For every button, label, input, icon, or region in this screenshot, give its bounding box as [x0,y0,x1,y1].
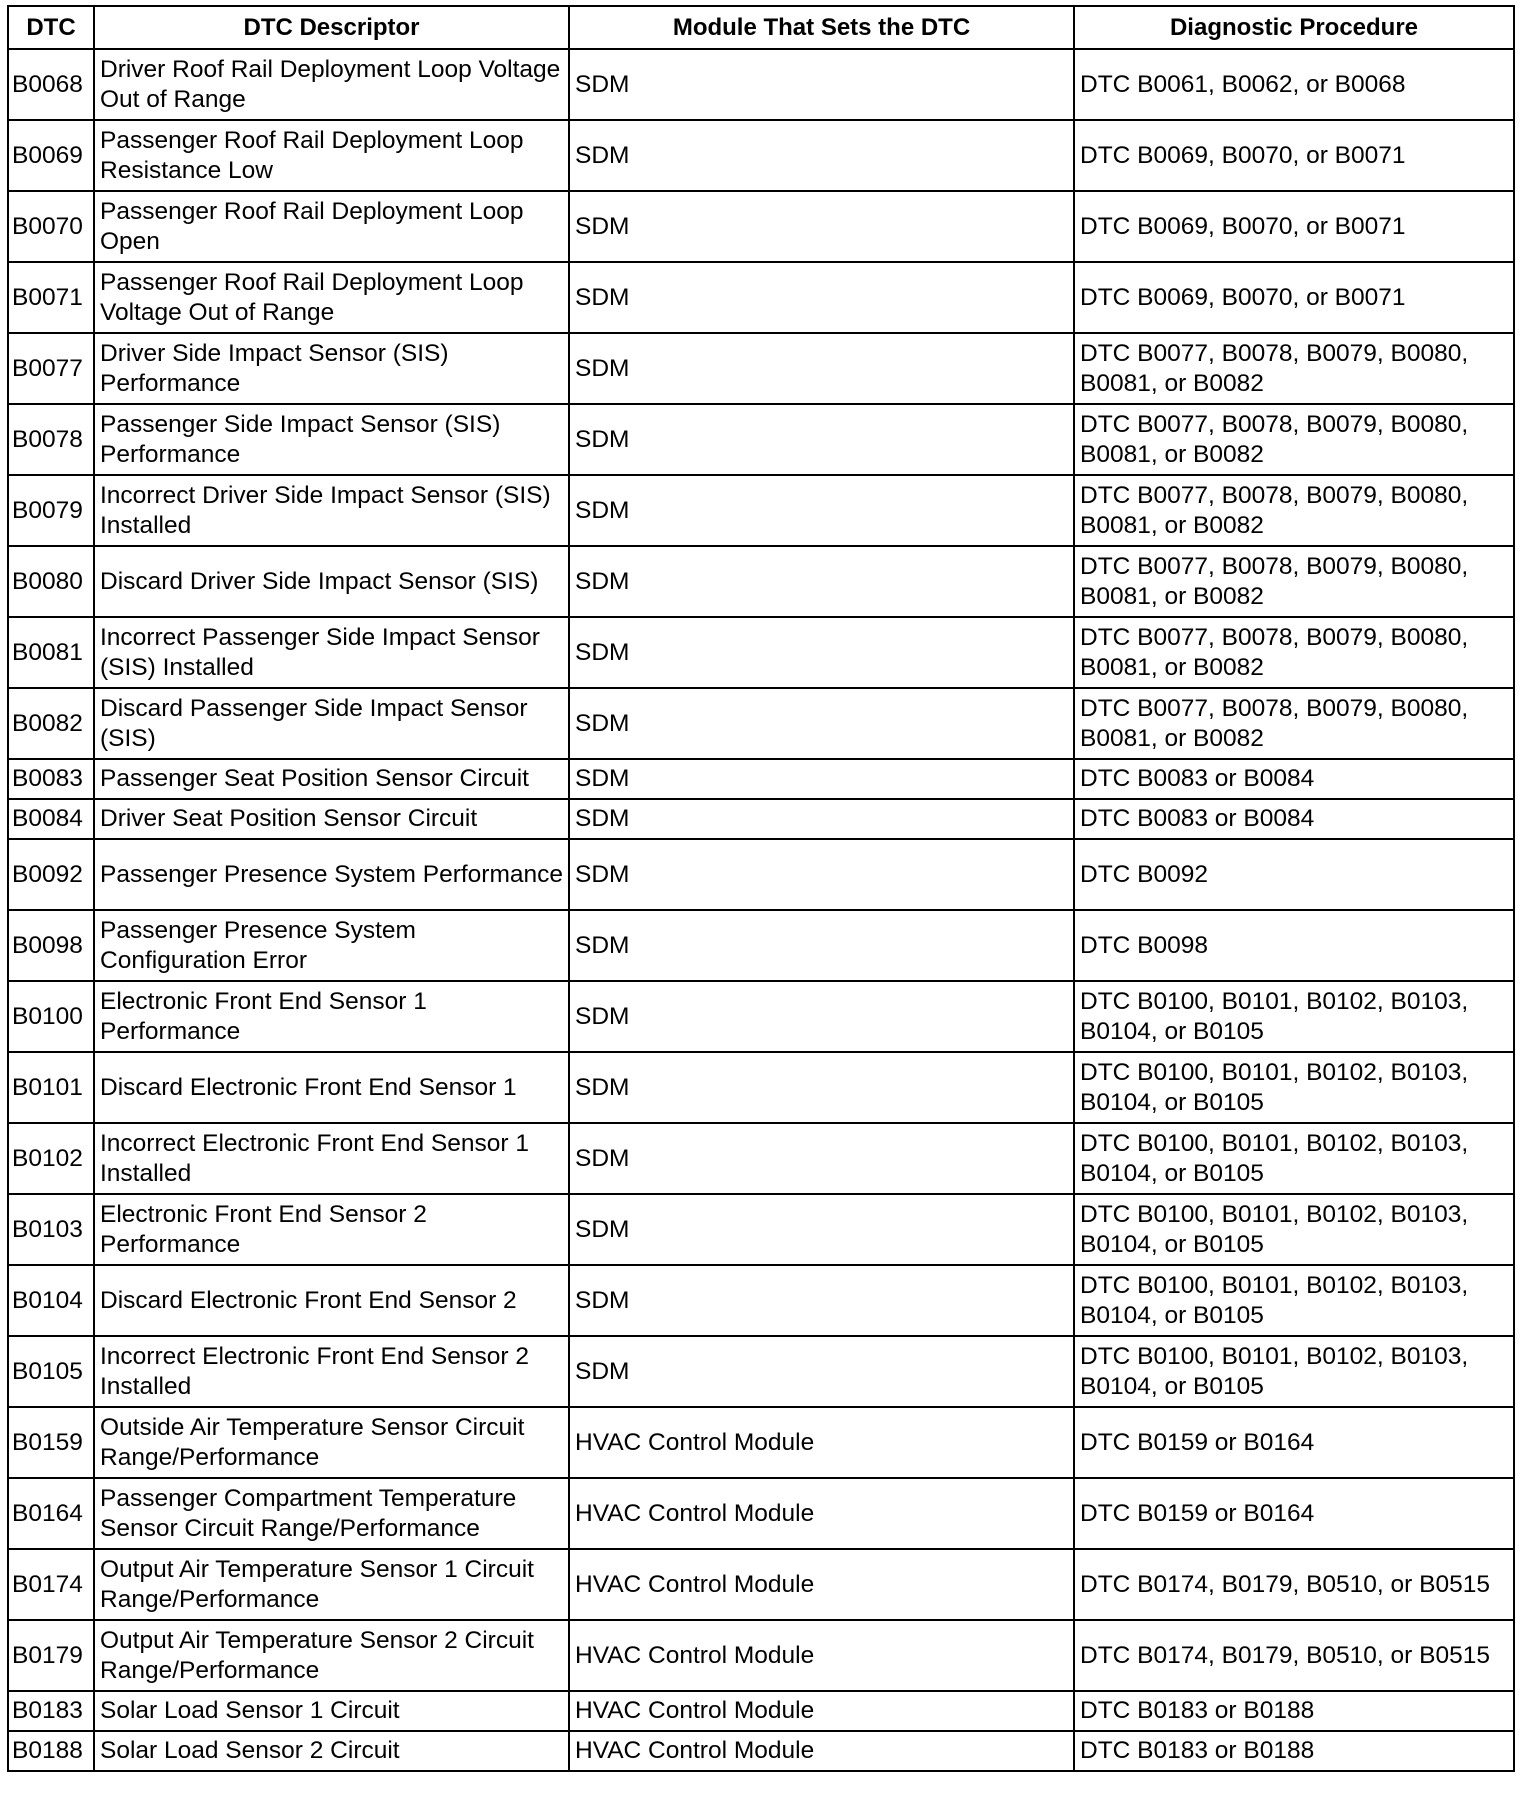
cell-module: SDM [569,333,1074,404]
cell-descriptor: Discard Electronic Front End Sensor 2 [94,1265,569,1336]
cell-dtc: B0071 [8,262,94,333]
cell-module: SDM [569,404,1074,475]
cell-dtc: B0102 [8,1123,94,1194]
cell-descriptor: Solar Load Sensor 2 Circuit [94,1731,569,1771]
cell-dtc: B0070 [8,191,94,262]
cell-procedure: DTC B0077, B0078, B0079, B0080, B0081, or B0082 [1074,688,1514,759]
table-row [8,839,1514,910]
cell-dtc: B0103 [8,1194,94,1265]
cell-descriptor: Driver Side Impact Sensor (SIS) Performance [94,333,569,404]
cell-descriptor: Incorrect Driver Side Impact Sensor (SIS) Installed [94,475,569,546]
cell-procedure: DTC B0174, B0179, B0510, or B0515 [1074,1620,1514,1691]
cell-procedure: DTC B0083 or B0084 [1074,799,1514,839]
cell-dtc: B0100 [8,981,94,1052]
cell-procedure: DTC B0100, B0101, B0102, B0103, B0104, or B0105 [1074,981,1514,1052]
cell-module: SDM [569,191,1074,262]
table-row [8,333,1514,404]
table-row [8,799,1514,839]
cell-descriptor: Electronic Front End Sensor 1 Performance [94,981,569,1052]
cell-module: SDM [569,120,1074,191]
cell-dtc: B0084 [8,799,94,839]
cell-procedure: DTC B0092 [1074,839,1514,910]
cell-module: HVAC Control Module [569,1691,1074,1731]
cell-descriptor: Passenger Roof Rail Deployment Loop Voltage Out of Range [94,262,569,333]
cell-descriptor: Incorrect Passenger Side Impact Sensor (SIS) Installed [94,617,569,688]
table-row [8,49,1514,120]
cell-module: SDM [569,546,1074,617]
cell-procedure: DTC B0098 [1074,910,1514,981]
table-row [8,1336,1514,1407]
table-header [8,6,1514,49]
header-dtc-descriptor: DTC Descriptor [94,6,569,49]
cell-module: HVAC Control Module [569,1620,1074,1691]
cell-module: HVAC Control Module [569,1407,1074,1478]
cell-procedure: DTC B0100, B0101, B0102, B0103, B0104, or B0105 [1074,1123,1514,1194]
table-row [8,1731,1514,1771]
table-row [8,404,1514,475]
table-row [8,1620,1514,1691]
cell-descriptor: Passenger Presence System Performance [94,839,569,910]
cell-dtc: B0159 [8,1407,94,1478]
cell-procedure: DTC B0077, B0078, B0079, B0080, B0081, or B0082 [1074,333,1514,404]
cell-dtc: B0079 [8,475,94,546]
cell-module: SDM [569,49,1074,120]
cell-descriptor: Output Air Temperature Sensor 2 Circuit Range/Performance [94,1620,569,1691]
cell-module: SDM [569,1194,1074,1265]
cell-procedure: DTC B0100, B0101, B0102, B0103, B0104, or B0105 [1074,1052,1514,1123]
cell-module: SDM [569,759,1074,799]
cell-procedure: DTC B0083 or B0084 [1074,759,1514,799]
cell-procedure: DTC B0174, B0179, B0510, or B0515 [1074,1549,1514,1620]
cell-descriptor: Incorrect Electronic Front End Sensor 1 Installed [94,1123,569,1194]
cell-descriptor: Driver Roof Rail Deployment Loop Voltage Out of Range [94,49,569,120]
dtc-table [7,5,1515,1772]
table-row [8,1478,1514,1549]
header-row [8,6,1514,49]
cell-dtc: B0104 [8,1265,94,1336]
cell-module: SDM [569,799,1074,839]
cell-procedure: DTC B0061, B0062, or B0068 [1074,49,1514,120]
cell-module: SDM [569,981,1074,1052]
table-row [8,1691,1514,1731]
header-dtc: DTC [8,6,94,49]
cell-dtc: B0092 [8,839,94,910]
cell-procedure: DTC B0100, B0101, B0102, B0103, B0104, or B0105 [1074,1336,1514,1407]
table-body [8,49,1514,1771]
cell-dtc: B0077 [8,333,94,404]
table-row [8,617,1514,688]
cell-descriptor: Incorrect Electronic Front End Sensor 2 Installed [94,1336,569,1407]
cell-module: SDM [569,262,1074,333]
cell-procedure: DTC B0183 or B0188 [1074,1691,1514,1731]
cell-descriptor: Discard Electronic Front End Sensor 1 [94,1052,569,1123]
cell-module: HVAC Control Module [569,1731,1074,1771]
cell-descriptor: Discard Driver Side Impact Sensor (SIS) [94,546,569,617]
cell-dtc: B0078 [8,404,94,475]
table-row [8,1123,1514,1194]
cell-dtc: B0080 [8,546,94,617]
cell-procedure: DTC B0077, B0078, B0079, B0080, B0081, or B0082 [1074,617,1514,688]
cell-procedure: DTC B0077, B0078, B0079, B0080, B0081, or B0082 [1074,404,1514,475]
cell-descriptor: Passenger Seat Position Sensor Circuit [94,759,569,799]
cell-procedure: DTC B0100, B0101, B0102, B0103, B0104, or B0105 [1074,1265,1514,1336]
table-row [8,910,1514,981]
cell-procedure: DTC B0069, B0070, or B0071 [1074,191,1514,262]
cell-procedure: DTC B0159 or B0164 [1074,1478,1514,1549]
table-row [8,688,1514,759]
cell-dtc: B0098 [8,910,94,981]
cell-module: HVAC Control Module [569,1549,1074,1620]
cell-dtc: B0081 [8,617,94,688]
cell-descriptor: Solar Load Sensor 1 Circuit [94,1691,569,1731]
table-row [8,262,1514,333]
cell-module: SDM [569,1123,1074,1194]
cell-module: HVAC Control Module [569,1478,1074,1549]
cell-descriptor: Electronic Front End Sensor 2 Performance [94,1194,569,1265]
table-row [8,120,1514,191]
cell-descriptor: Output Air Temperature Sensor 1 Circuit Range/Performance [94,1549,569,1620]
header-module: Module That Sets the DTC [569,6,1074,49]
cell-procedure: DTC B0100, B0101, B0102, B0103, B0104, or B0105 [1074,1194,1514,1265]
cell-dtc: B0188 [8,1731,94,1771]
cell-procedure: DTC B0069, B0070, or B0071 [1074,262,1514,333]
cell-descriptor: Passenger Presence System Configuration Error [94,910,569,981]
cell-dtc: B0105 [8,1336,94,1407]
header-diagnostic-procedure: Diagnostic Procedure [1074,6,1514,49]
cell-procedure: DTC B0077, B0078, B0079, B0080, B0081, or B0082 [1074,475,1514,546]
cell-descriptor: Passenger Roof Rail Deployment Loop Resistance Low [94,120,569,191]
cell-descriptor: Outside Air Temperature Sensor Circuit Range/Performance [94,1407,569,1478]
cell-dtc: B0174 [8,1549,94,1620]
cell-dtc: B0069 [8,120,94,191]
cell-procedure: DTC B0159 or B0164 [1074,1407,1514,1478]
cell-module: SDM [569,617,1074,688]
cell-module: SDM [569,839,1074,910]
cell-descriptor: Driver Seat Position Sensor Circuit [94,799,569,839]
cell-procedure: DTC B0077, B0078, B0079, B0080, B0081, or B0082 [1074,546,1514,617]
cell-module: SDM [569,910,1074,981]
table-row [8,191,1514,262]
table-row [8,981,1514,1052]
table-row [8,475,1514,546]
table-row [8,1407,1514,1478]
table-row [8,1549,1514,1620]
table-row [8,546,1514,617]
table-row [8,1265,1514,1336]
cell-dtc: B0183 [8,1691,94,1731]
table-row [8,1194,1514,1265]
cell-dtc: B0179 [8,1620,94,1691]
cell-module: SDM [569,1265,1074,1336]
cell-descriptor: Passenger Side Impact Sensor (SIS) Performance [94,404,569,475]
cell-dtc: B0101 [8,1052,94,1123]
cell-module: SDM [569,688,1074,759]
cell-dtc: B0164 [8,1478,94,1549]
cell-descriptor: Passenger Roof Rail Deployment Loop Open [94,191,569,262]
cell-module: SDM [569,1336,1074,1407]
table-row [8,759,1514,799]
cell-procedure: DTC B0069, B0070, or B0071 [1074,120,1514,191]
cell-module: SDM [569,475,1074,546]
cell-procedure: DTC B0183 or B0188 [1074,1731,1514,1771]
cell-module: SDM [569,1052,1074,1123]
cell-dtc: B0082 [8,688,94,759]
table-row [8,1052,1514,1123]
cell-dtc: B0068 [8,49,94,120]
cell-dtc: B0083 [8,759,94,799]
cell-descriptor: Passenger Compartment Temperature Sensor Circuit Range/Performance [94,1478,569,1549]
cell-descriptor: Discard Passenger Side Impact Sensor (SIS) [94,688,569,759]
